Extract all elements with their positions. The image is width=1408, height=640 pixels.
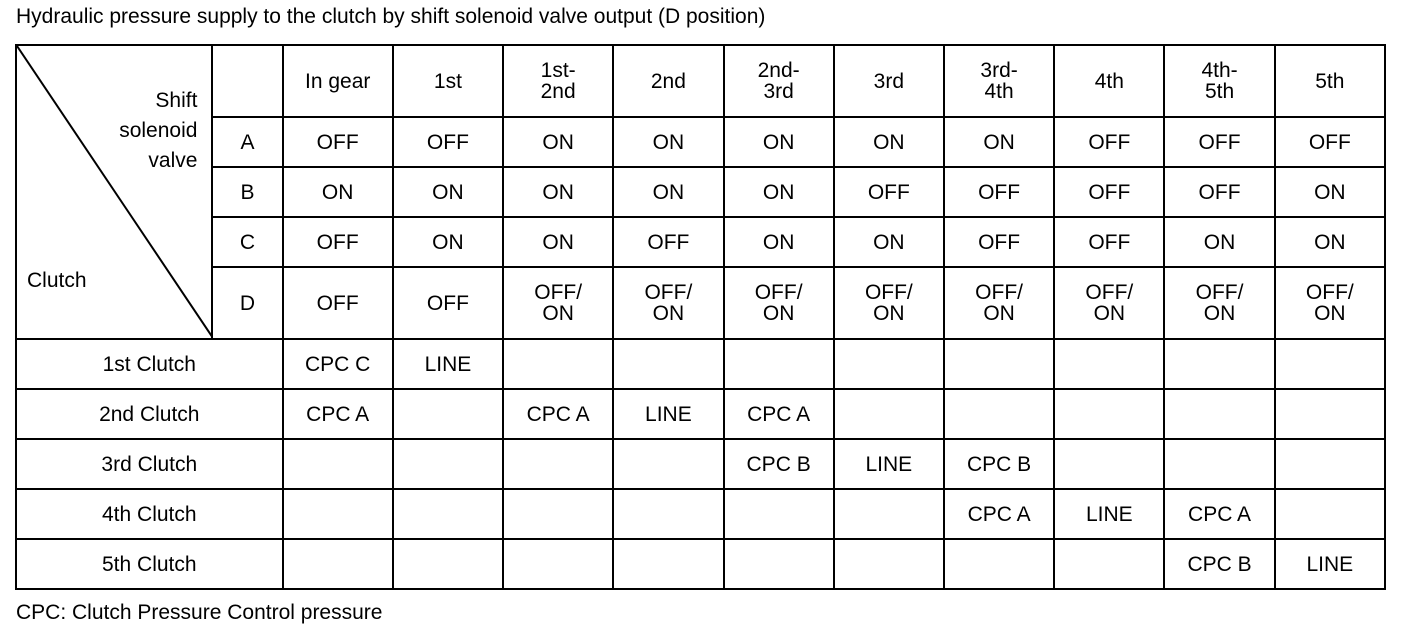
clutch-pressure xyxy=(944,389,1054,439)
clutch-pressure xyxy=(1275,439,1385,489)
solenoid-name: C xyxy=(212,217,282,267)
solenoid-state: OFF xyxy=(1164,117,1274,167)
clutch-pressure xyxy=(1054,339,1164,389)
solenoid-state: ON xyxy=(613,117,723,167)
clutch-pressure xyxy=(834,489,944,539)
clutch-pressure xyxy=(503,489,613,539)
clutch-pressure: CPC C xyxy=(283,339,393,389)
clutch-row xyxy=(16,439,1385,489)
solenoid-state: OFF/ ON xyxy=(503,267,613,339)
solenoid-clutch-table xyxy=(15,44,1386,590)
clutch-pressure xyxy=(503,439,613,489)
solenoid-state: ON xyxy=(834,117,944,167)
clutch-row xyxy=(16,389,1385,439)
clutch-pressure xyxy=(613,489,723,539)
column-header: 1st- 2nd xyxy=(503,45,613,117)
solenoid-state: OFF xyxy=(283,267,393,339)
header-row xyxy=(16,45,1385,117)
clutch-pressure xyxy=(1275,489,1385,539)
solenoid-state: ON xyxy=(393,167,503,217)
solenoid-state: OFF xyxy=(393,267,503,339)
clutch-pressure: LINE xyxy=(393,339,503,389)
solenoid-name: D xyxy=(212,267,282,339)
solenoid-row xyxy=(16,117,1385,167)
clutch-pressure: CPC A xyxy=(503,389,613,439)
clutch-pressure xyxy=(613,339,723,389)
clutch-pressure: LINE xyxy=(613,389,723,439)
clutch-pressure xyxy=(834,389,944,439)
solenoid-row xyxy=(16,167,1385,217)
solenoid-state: OFF/ ON xyxy=(1054,267,1164,339)
solenoid-state: OFF xyxy=(834,167,944,217)
solenoid-state: ON xyxy=(1275,217,1385,267)
clutch-pressure xyxy=(724,339,834,389)
solenoid-state: ON xyxy=(503,167,613,217)
solenoid-state: OFF xyxy=(1054,217,1164,267)
corner-diagonal xyxy=(17,46,211,338)
clutch-pressure: LINE xyxy=(834,439,944,489)
clutch-pressure: LINE xyxy=(1054,489,1164,539)
solenoid-row xyxy=(16,267,1385,339)
table-body xyxy=(16,45,1385,589)
solenoid-state: ON xyxy=(393,217,503,267)
solenoid-state: OFF/ ON xyxy=(724,267,834,339)
column-header: 3rd xyxy=(834,45,944,117)
solenoid-state: OFF xyxy=(283,217,393,267)
clutch-pressure xyxy=(1275,389,1385,439)
clutch-pressure xyxy=(944,539,1054,589)
corner-cell xyxy=(16,45,212,339)
clutch-pressure xyxy=(724,489,834,539)
clutch-pressure xyxy=(503,539,613,589)
solenoid-state: ON xyxy=(503,117,613,167)
clutch-name: 4th Clutch xyxy=(16,489,283,539)
clutch-axis-label: Clutch xyxy=(27,269,87,292)
solenoid-state: OFF xyxy=(1054,117,1164,167)
solenoid-state: ON xyxy=(834,217,944,267)
solenoid-state: ON xyxy=(613,167,723,217)
solenoid-row xyxy=(16,217,1385,267)
solenoid-state: OFF xyxy=(1164,167,1274,217)
column-header: 3rd- 4th xyxy=(944,45,1054,117)
solenoid-state: OFF/ ON xyxy=(834,267,944,339)
clutch-pressure: CPC A xyxy=(1164,489,1274,539)
clutch-pressure xyxy=(834,339,944,389)
clutch-pressure: LINE xyxy=(1275,539,1385,589)
clutch-pressure xyxy=(283,539,393,589)
clutch-row xyxy=(16,339,1385,389)
shift-solenoid-valve-label: Shift solenoid valve xyxy=(119,89,198,172)
column-header: 1st xyxy=(393,45,503,117)
column-header: 2nd- 3rd xyxy=(724,45,834,117)
clutch-pressure xyxy=(393,439,503,489)
solenoid-state: OFF xyxy=(944,167,1054,217)
solenoid-state: OFF/ ON xyxy=(1275,267,1385,339)
clutch-pressure xyxy=(1054,439,1164,489)
clutch-pressure xyxy=(1164,339,1274,389)
clutch-name: 1st Clutch xyxy=(16,339,283,389)
clutch-pressure xyxy=(944,339,1054,389)
solenoid-state: OFF xyxy=(1054,167,1164,217)
clutch-pressure xyxy=(613,539,723,589)
clutch-name: 3rd Clutch xyxy=(16,439,283,489)
clutch-pressure: CPC B xyxy=(944,439,1054,489)
solenoid-state: OFF/ ON xyxy=(1164,267,1274,339)
solenoid-state: OFF xyxy=(283,117,393,167)
clutch-row xyxy=(16,539,1385,589)
clutch-pressure xyxy=(1164,389,1274,439)
clutch-pressure xyxy=(834,539,944,589)
clutch-pressure xyxy=(393,489,503,539)
clutch-pressure: CPC A xyxy=(283,389,393,439)
column-header: 2nd xyxy=(613,45,723,117)
clutch-pressure xyxy=(613,439,723,489)
solenoid-state: ON xyxy=(1275,167,1385,217)
solenoid-name: A xyxy=(212,117,282,167)
clutch-pressure xyxy=(393,539,503,589)
solenoid-name: B xyxy=(212,167,282,217)
solenoid-state: OFF/ ON xyxy=(944,267,1054,339)
clutch-pressure xyxy=(1054,539,1164,589)
clutch-pressure: CPC B xyxy=(1164,539,1274,589)
solenoid-state: ON xyxy=(724,117,834,167)
solenoid-state: ON xyxy=(503,217,613,267)
clutch-pressure xyxy=(283,489,393,539)
clutch-name: 5th Clutch xyxy=(16,539,283,589)
clutch-row xyxy=(16,489,1385,539)
solenoid-state: ON xyxy=(944,117,1054,167)
solenoid-state: OFF xyxy=(944,217,1054,267)
column-header: In gear xyxy=(283,45,393,117)
column-header: 4th- 5th xyxy=(1164,45,1274,117)
clutch-pressure xyxy=(1054,389,1164,439)
clutch-name: 2nd Clutch xyxy=(16,389,283,439)
solenoid-state: ON xyxy=(724,217,834,267)
clutch-pressure xyxy=(724,539,834,589)
solenoid-state: ON xyxy=(1164,217,1274,267)
clutch-pressure xyxy=(1275,339,1385,389)
clutch-pressure xyxy=(393,389,503,439)
clutch-pressure: CPC A xyxy=(944,489,1054,539)
solenoid-state: OFF xyxy=(1275,117,1385,167)
column-header: 4th xyxy=(1054,45,1164,117)
column-header: 5th xyxy=(1275,45,1385,117)
footnote: CPC: Clutch Pressure Control pressure xyxy=(16,601,383,624)
clutch-pressure xyxy=(503,339,613,389)
solenoid-state: OFF/ ON xyxy=(613,267,723,339)
solenoid-state: ON xyxy=(724,167,834,217)
solenoid-state: OFF xyxy=(613,217,723,267)
solenoid-state: OFF xyxy=(393,117,503,167)
clutch-pressure: CPC A xyxy=(724,389,834,439)
page-title: Hydraulic pressure supply to the clutch by shift solenoid valve output (D position) xyxy=(16,5,766,28)
solenoid-state: ON xyxy=(283,167,393,217)
clutch-pressure: CPC B xyxy=(724,439,834,489)
clutch-pressure xyxy=(1164,439,1274,489)
blank-header-cell xyxy=(212,45,282,117)
clutch-pressure xyxy=(283,439,393,489)
